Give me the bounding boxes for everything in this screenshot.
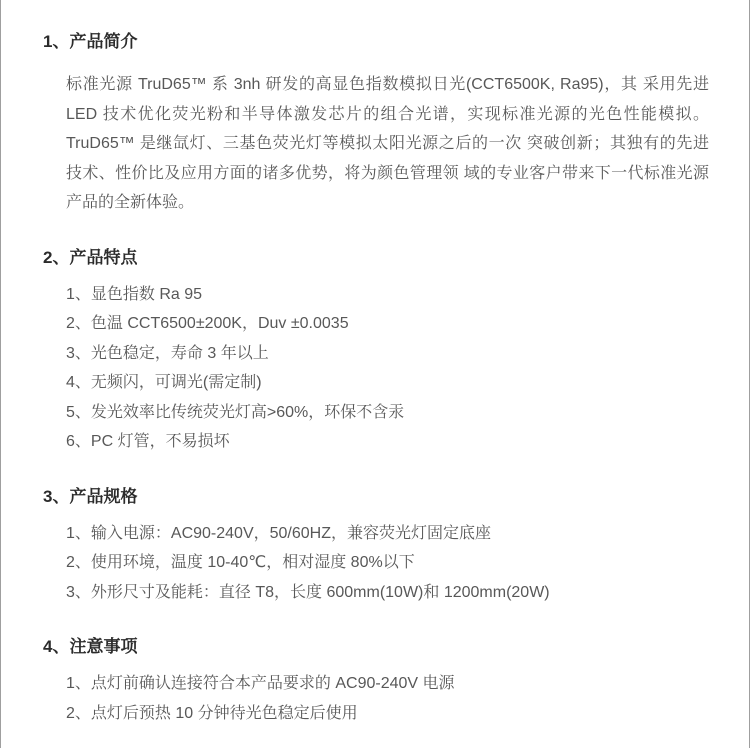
intro-paragraph	[66, 70, 709, 218]
list-item: 2、色温 CCT6500±200K，Duv ±0.0035	[66, 315, 349, 332]
section-product-specs	[43, 485, 707, 608]
section-heading-product-intro: 1、产品简介	[43, 32, 138, 51]
paragraph-line: 标准光源 TruD65™ 系 3nh 研发的高显色指数模拟日光(CCT6500K, Ra95)，其 采用先进	[66, 76, 709, 93]
paragraph-line: TruD65™ 是继氙灯、三基色荧光灯等模拟太阳光源之后的一次 突破创新；其独有的先进	[66, 135, 709, 152]
list-item: 4、无频闪，可调光(需定制)	[66, 374, 262, 391]
list-item: 2、使用环境，温度 10-40℃，相对湿度 80%以下	[66, 554, 415, 571]
paragraph-line: LED 技术优化荧光粉和半导体激发芯片的组合光谱，实现标准光源的光色性能模拟。	[66, 105, 709, 123]
list-item: 6、PC 灯管，不易损坏	[66, 433, 230, 450]
section-heading-notices: 4、注意事项	[43, 637, 138, 656]
section-notices	[43, 635, 707, 728]
specs-list	[66, 519, 707, 608]
paragraph-line: 技术、性价比及应用方面的诸多优势，将为颜色管理领 域的专业客户带来下一代标准光源	[66, 164, 709, 182]
section-product-features	[43, 246, 707, 457]
list-item: 1、点灯前确认连接符合本产品要求的 AC90-240V 电源	[66, 675, 455, 692]
list-item: 1、显色指数 Ra 95	[66, 285, 203, 303]
paragraph-line: 产品的全新体验。	[66, 194, 195, 211]
notices-list	[66, 669, 707, 728]
list-item: 3、外形尺寸及能耗：直径 T8，长度 600mm(10W)和 1200mm(20W)	[66, 583, 550, 601]
list-item: 5、发光效率比传统荧光灯高>60%，环保不含汞	[66, 403, 405, 421]
list-item: 2、点灯后预热 10 分钟待光色稳定后使用	[66, 704, 358, 722]
section-heading-product-specs: 3、产品规格	[43, 486, 138, 506]
list-item: 1、输入电源：AC90-240V，50/60HZ，兼容荧光灯固定底座	[66, 524, 491, 542]
section-product-intro	[43, 30, 707, 218]
features-list	[66, 280, 707, 457]
section-heading-product-features: 2、产品特点	[43, 247, 138, 267]
list-item: 3、光色稳定，寿命 3 年以上	[66, 344, 269, 362]
